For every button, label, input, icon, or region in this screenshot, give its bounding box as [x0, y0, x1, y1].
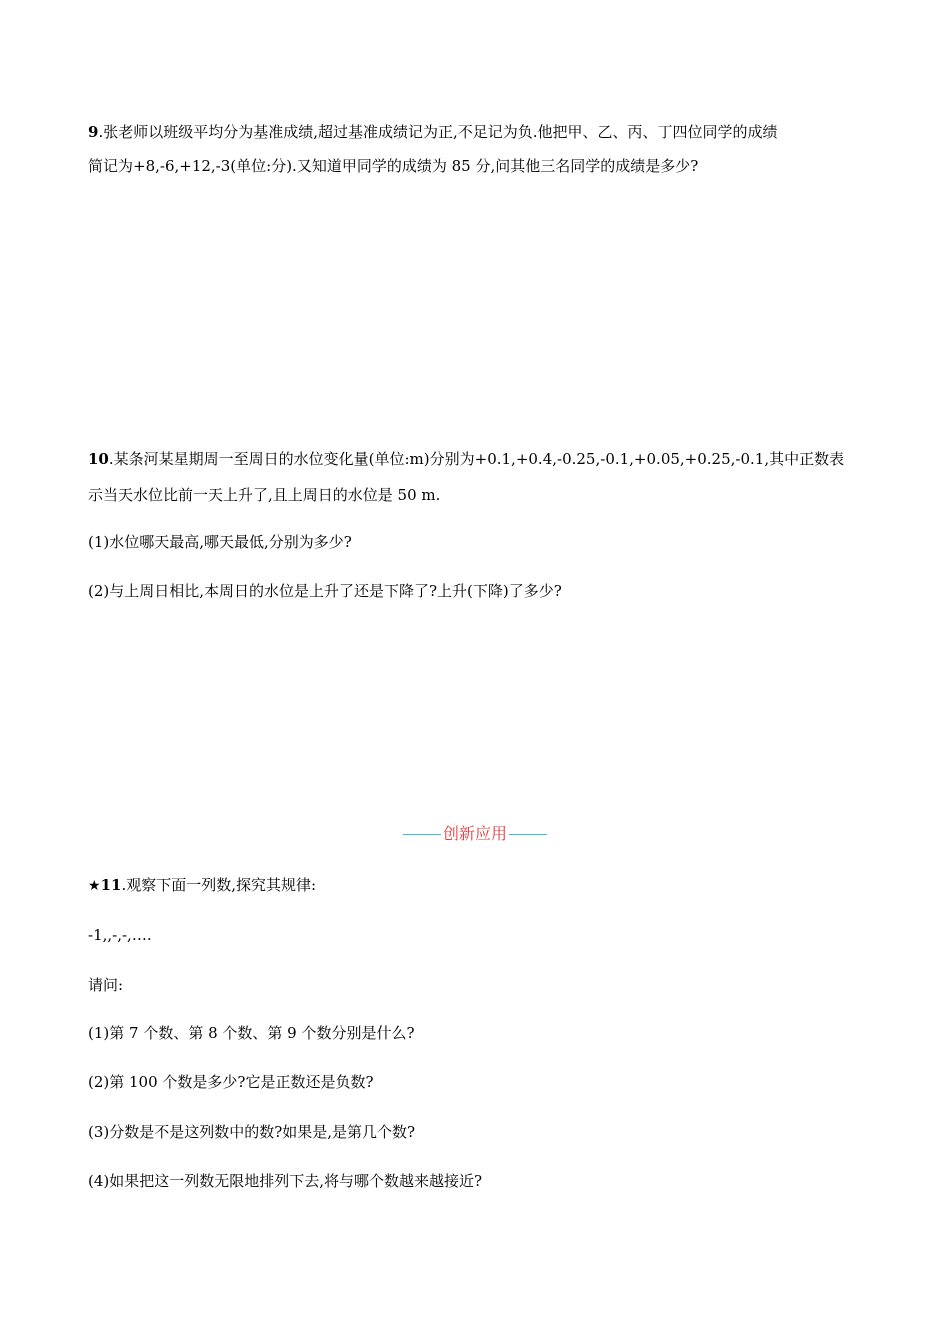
question-11-part-3: (3)分数是不是这列数中的数?如果是,是第几个数? [88, 1123, 416, 1141]
question-10-line-2: 示当天水位比前一天上升了,且上周日的水位是 50 m. [88, 486, 441, 504]
question-9-number: 9 [88, 123, 99, 141]
section-header [0, 824, 950, 844]
question-11-intro-text: .观察下面一列数,探究其规律: [121, 876, 317, 894]
question-11-sequence: -1,,-,-,…. [88, 926, 152, 944]
question-10-part-2: (2)与上周日相比,本周日的水位是上升了还是下降了?上升(下降)了多少? [88, 582, 562, 600]
question-11-part-4: (4)如果把这一列数无限地排列下去,将与哪个数越来越接近? [88, 1172, 483, 1190]
section-title: 创新应用 [442, 824, 507, 843]
section-rule-left [403, 834, 441, 835]
question-11-number: 11 [100, 876, 122, 894]
question-10-number: 10 [88, 450, 109, 468]
question-9-line-1 [88, 122, 778, 142]
question-9-text-1: .张老师以班级平均分为基准成绩,超过基准成绩记为正,不足记为负.他把甲、乙、丙、丁四位同学的成绩 [98, 123, 778, 141]
question-11-ask: 请问: [88, 976, 124, 994]
question-10-part-1: (1)水位哪天最高,哪天最低,分别为多少? [88, 533, 352, 551]
question-10-text-1: .某条河某星期周一至周日的水位变化量(单位:m)分别为+0.1,+0.4,-0.25,-0.1,+0.05,+0.25,-0.1,其中正数表 [108, 450, 845, 468]
section-rule-right [509, 834, 547, 835]
star-icon: ★ [88, 878, 101, 894]
question-11-part-1: (1)第 7 个数、第 8 个数、第 9 个数分别是什么? [88, 1024, 415, 1042]
question-10-line-1 [88, 449, 844, 469]
question-11-part-2: (2)第 100 个数是多少?它是正数还是负数? [88, 1073, 374, 1091]
question-11-intro [88, 875, 316, 896]
question-9-line-2: 简记为+8,-6,+12,-3(单位:分).又知道甲同学的成绩为 85 分,问其他三名同学的成绩是多少? [88, 157, 699, 175]
